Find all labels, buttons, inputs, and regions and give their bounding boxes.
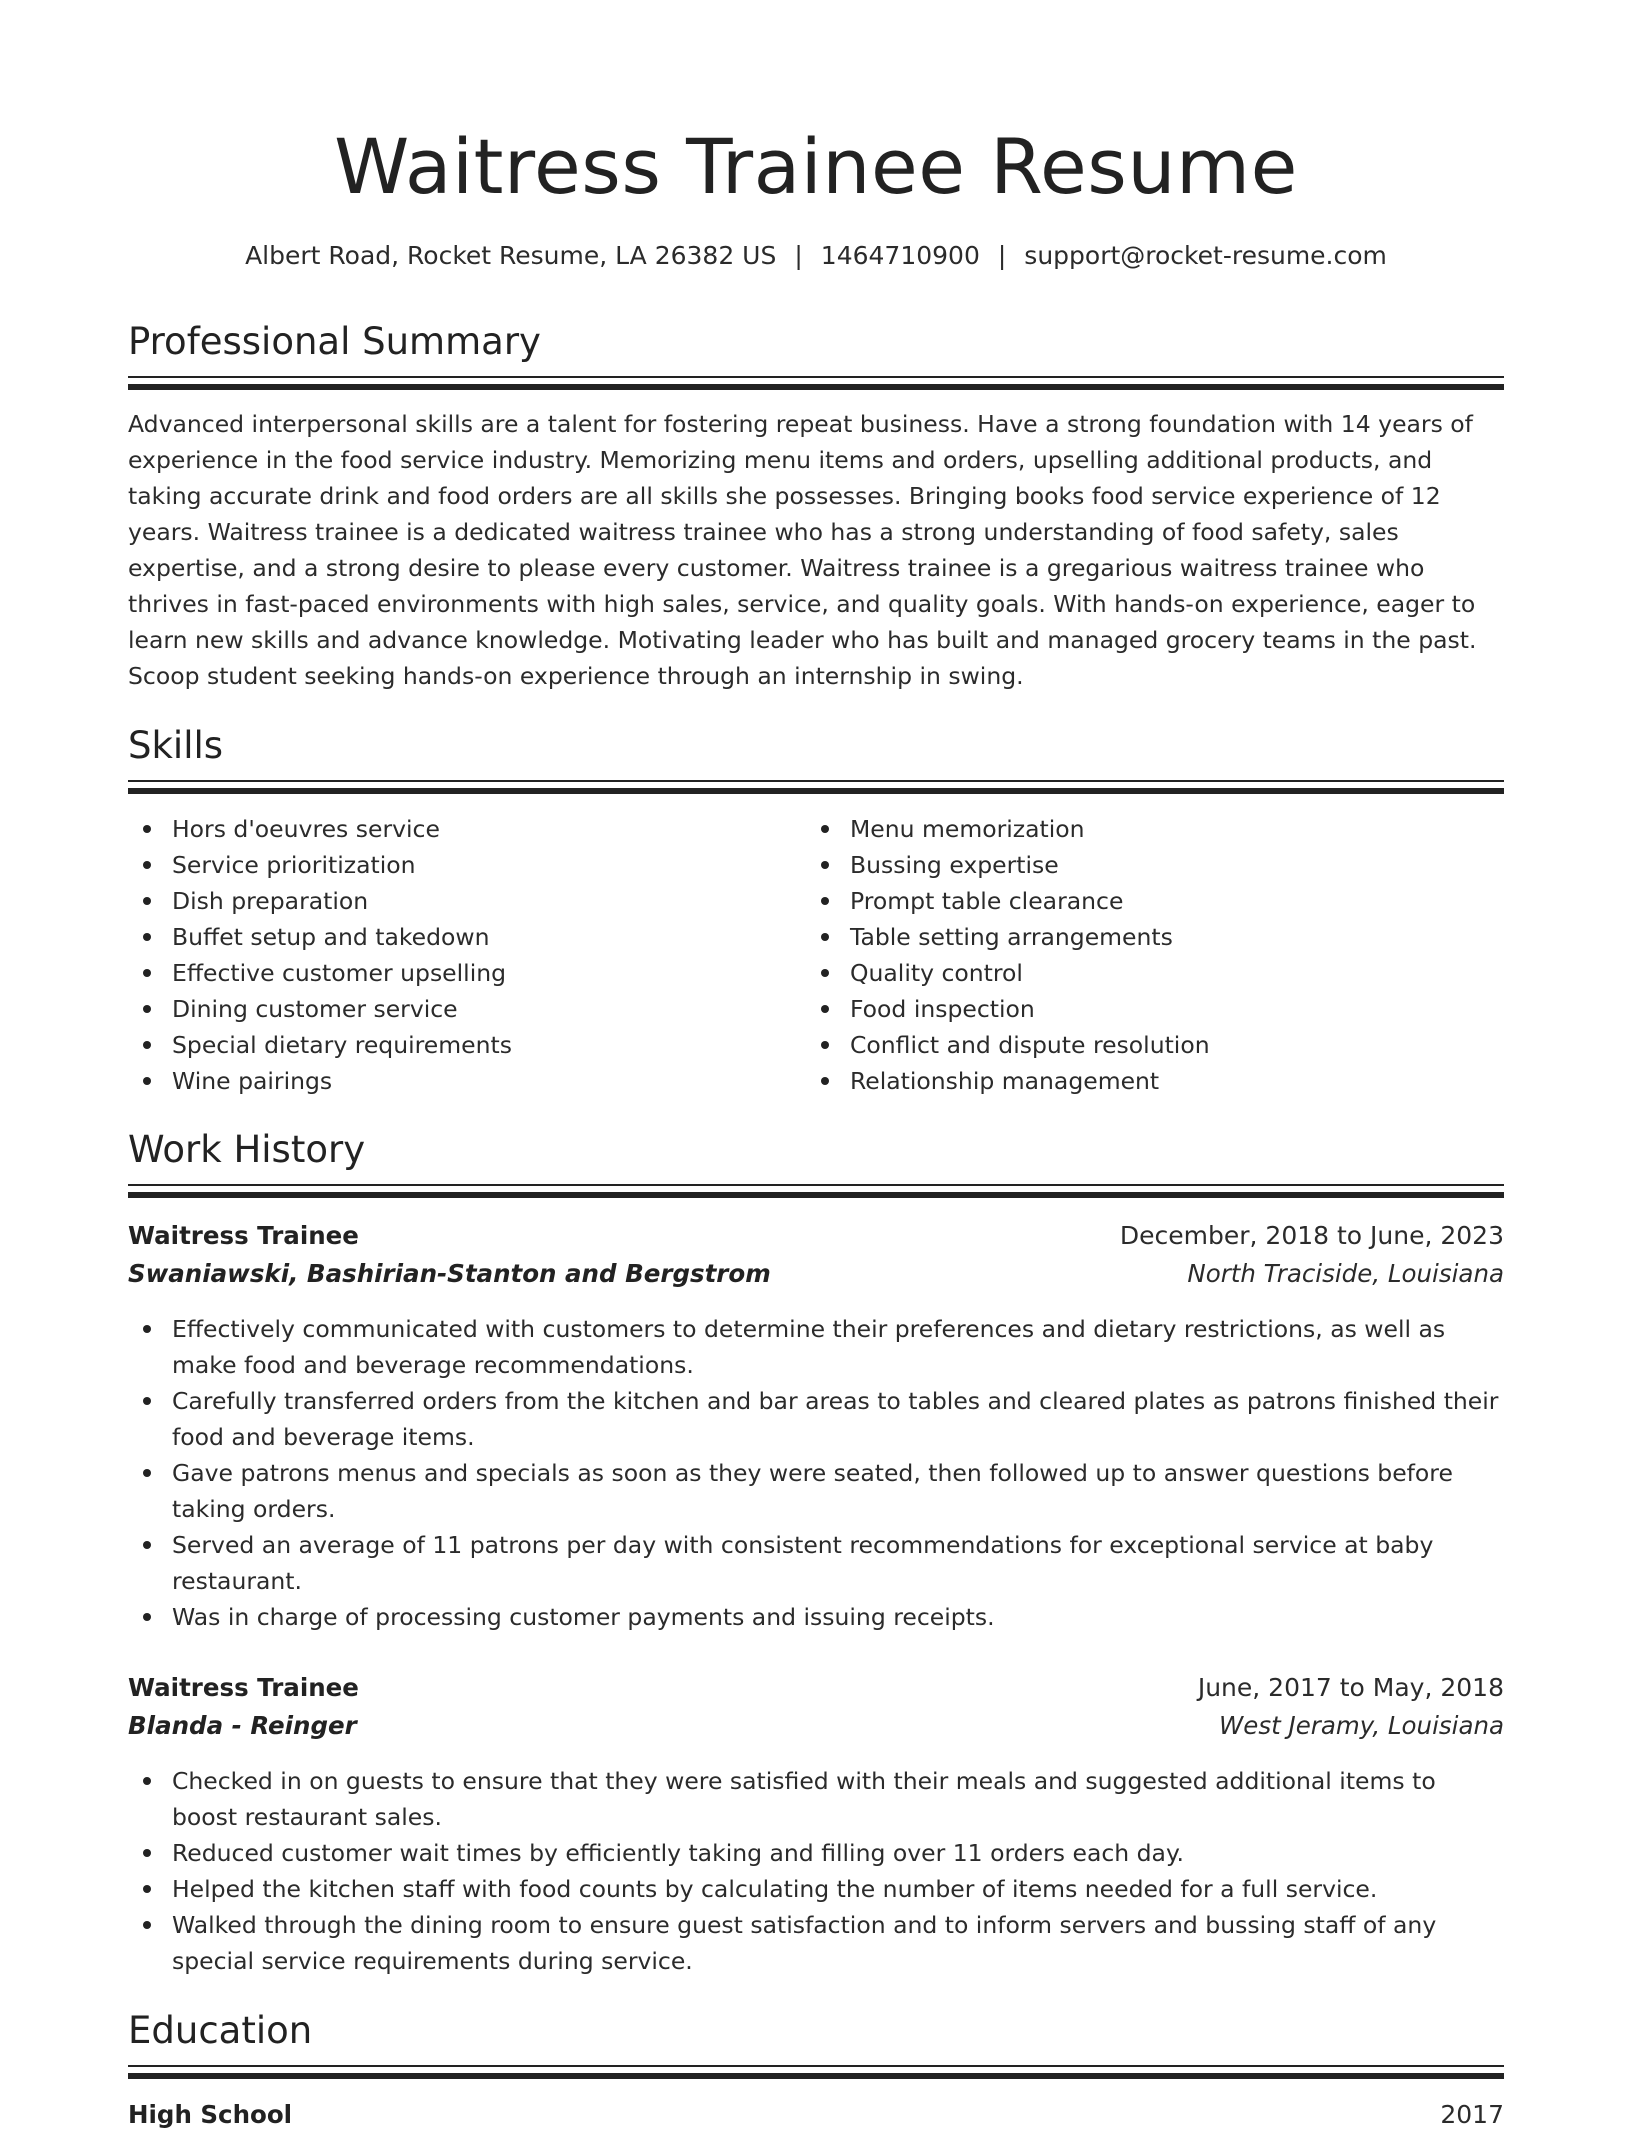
job-header-row — [128, 1669, 1504, 1707]
section-summary-header — [128, 318, 1504, 390]
job-title: Waitress Trainee — [128, 1221, 359, 1250]
job-dates: December, 2018 to June, 2023 — [1119, 1221, 1504, 1250]
job-bullet: Gave patrons menus and specials as soon as they were seated, then followed up to answer questions before taking orders. — [128, 1455, 1504, 1527]
contact-line — [128, 238, 1504, 274]
resume-page — [128, 0, 1504, 2129]
job-bullet: Served an average of 11 patrons per day with consistent recommendations for exceptional service at baby restaurant. — [128, 1527, 1504, 1599]
section-skills-header — [128, 722, 1504, 794]
skill-item: Conflict and dispute resolution — [806, 1027, 1484, 1063]
section-rule — [128, 1184, 1504, 1198]
skill-item: Prompt table clearance — [806, 883, 1484, 919]
education-row — [128, 2096, 1504, 2134]
job-bullets — [128, 1311, 1504, 1635]
skill-item: Effective customer upselling — [128, 955, 806, 991]
job-company: Swaniawski, Bashirian-Stanton and Bergstrom — [128, 1259, 771, 1288]
skill-item: Relationship management — [806, 1063, 1484, 1099]
contact-separator: | — [794, 241, 803, 270]
skill-item: Dining customer service — [128, 991, 806, 1027]
skill-item: Table setting arrangements — [806, 919, 1484, 955]
section-heading: Professional Summary — [128, 320, 541, 363]
job-company-row — [128, 1255, 1504, 1293]
job-bullet: Carefully transferred orders from the kitchen and bar areas to tables and cleared plates as patrons finished their food and beverage items. — [128, 1383, 1504, 1455]
skill-item: Special dietary requirements — [128, 1027, 806, 1063]
job-header-row — [128, 1217, 1504, 1255]
job-title: Waitress Trainee — [128, 1673, 359, 1702]
skill-item: Bussing expertise — [806, 847, 1484, 883]
skill-item: Hors d'oeuvres service — [128, 811, 806, 847]
job-bullet: Walked through the dining room to ensure guest satisfaction and to inform servers and bussing staff of any special service requirements during service. — [128, 1907, 1504, 1979]
job-bullet: Helped the kitchen staff with food counts by calculating the number of items needed for a full service. — [128, 1871, 1504, 1907]
section-education-header — [128, 2007, 1504, 2079]
job-location: North Traciside, Louisiana — [1187, 1259, 1504, 1288]
skill-item: Buffet setup and takedown — [128, 919, 806, 955]
section-heading: Education — [128, 2009, 313, 2052]
contact-phone: 1464710900 — [820, 241, 980, 270]
section-rule — [128, 2065, 1504, 2079]
job-location: West Jeramy, Louisiana — [1219, 1711, 1504, 1740]
skills-list-left — [128, 811, 806, 1099]
skill-item: Dish preparation — [128, 883, 806, 919]
skill-item: Menu memorization — [806, 811, 1484, 847]
skill-item: Food inspection — [806, 991, 1484, 1027]
skill-item: Quality control — [806, 955, 1484, 991]
contact-separator: | — [997, 241, 1007, 270]
job-bullet: Was in charge of processing customer payments and issuing receipts. — [128, 1599, 1504, 1635]
job-dates: June, 2017 to May, 2018 — [1197, 1673, 1504, 1702]
job-company: Blanda - Reinger — [128, 1711, 357, 1740]
summary-text: Advanced interpersonal skills are a talent for fostering repeat business. Have a strong foundation with 14 years of experience in the food service industry. Memorizing menu items and orders, upselling additional products, and taking accurate drink and food orders are all skills she possesses. Bringing books food service experience of 12 years. Waitress trainee is a dedicated waitress trainee who has a strong understanding of food safety, sales expertise, and a strong desire to please every customer. Waitress trainee is a gregarious waitress trainee who thrives in fast-paced environments with high sales, service, and quality goals. With hands-on experience, eager to learn new skills and advance knowledge. Motivating leader who has built and managed grocery teams in the past. Scoop student seeking hands-on experience through an internship in swing. — [128, 410, 1477, 690]
resume-title: Waitress Trainee Resume — [334, 122, 1298, 211]
skill-item: Service prioritization — [128, 847, 806, 883]
contact-address: Albert Road, Rocket Resume, LA 26382 US — [245, 241, 777, 270]
job-bullet: Effectively communicated with customers to determine their preferences and dietary restrictions, as well as make food and beverage recommendations. — [128, 1311, 1504, 1383]
skills-list-right — [806, 811, 1484, 1099]
section-heading: Work History — [128, 1128, 366, 1171]
job-bullet: Checked in on guests to ensure that they were satisfied with their meals and suggested additional items to boost restaurant sales. — [128, 1763, 1504, 1835]
section-rule — [128, 376, 1504, 390]
section-work-header — [128, 1126, 1504, 1198]
contact-email: support@rocket-resume.com — [1024, 241, 1387, 270]
education-degree: High School — [128, 2100, 293, 2129]
job-bullets — [128, 1763, 1504, 1979]
section-rule — [128, 780, 1504, 794]
skill-item: Wine pairings — [128, 1063, 806, 1099]
job-company-row — [128, 1707, 1504, 1745]
education-year: 2017 — [1440, 2100, 1504, 2129]
job-bullet: Reduced customer wait times by efficiently taking and filling over 11 orders each day. — [128, 1835, 1504, 1871]
section-heading: Skills — [128, 724, 224, 767]
